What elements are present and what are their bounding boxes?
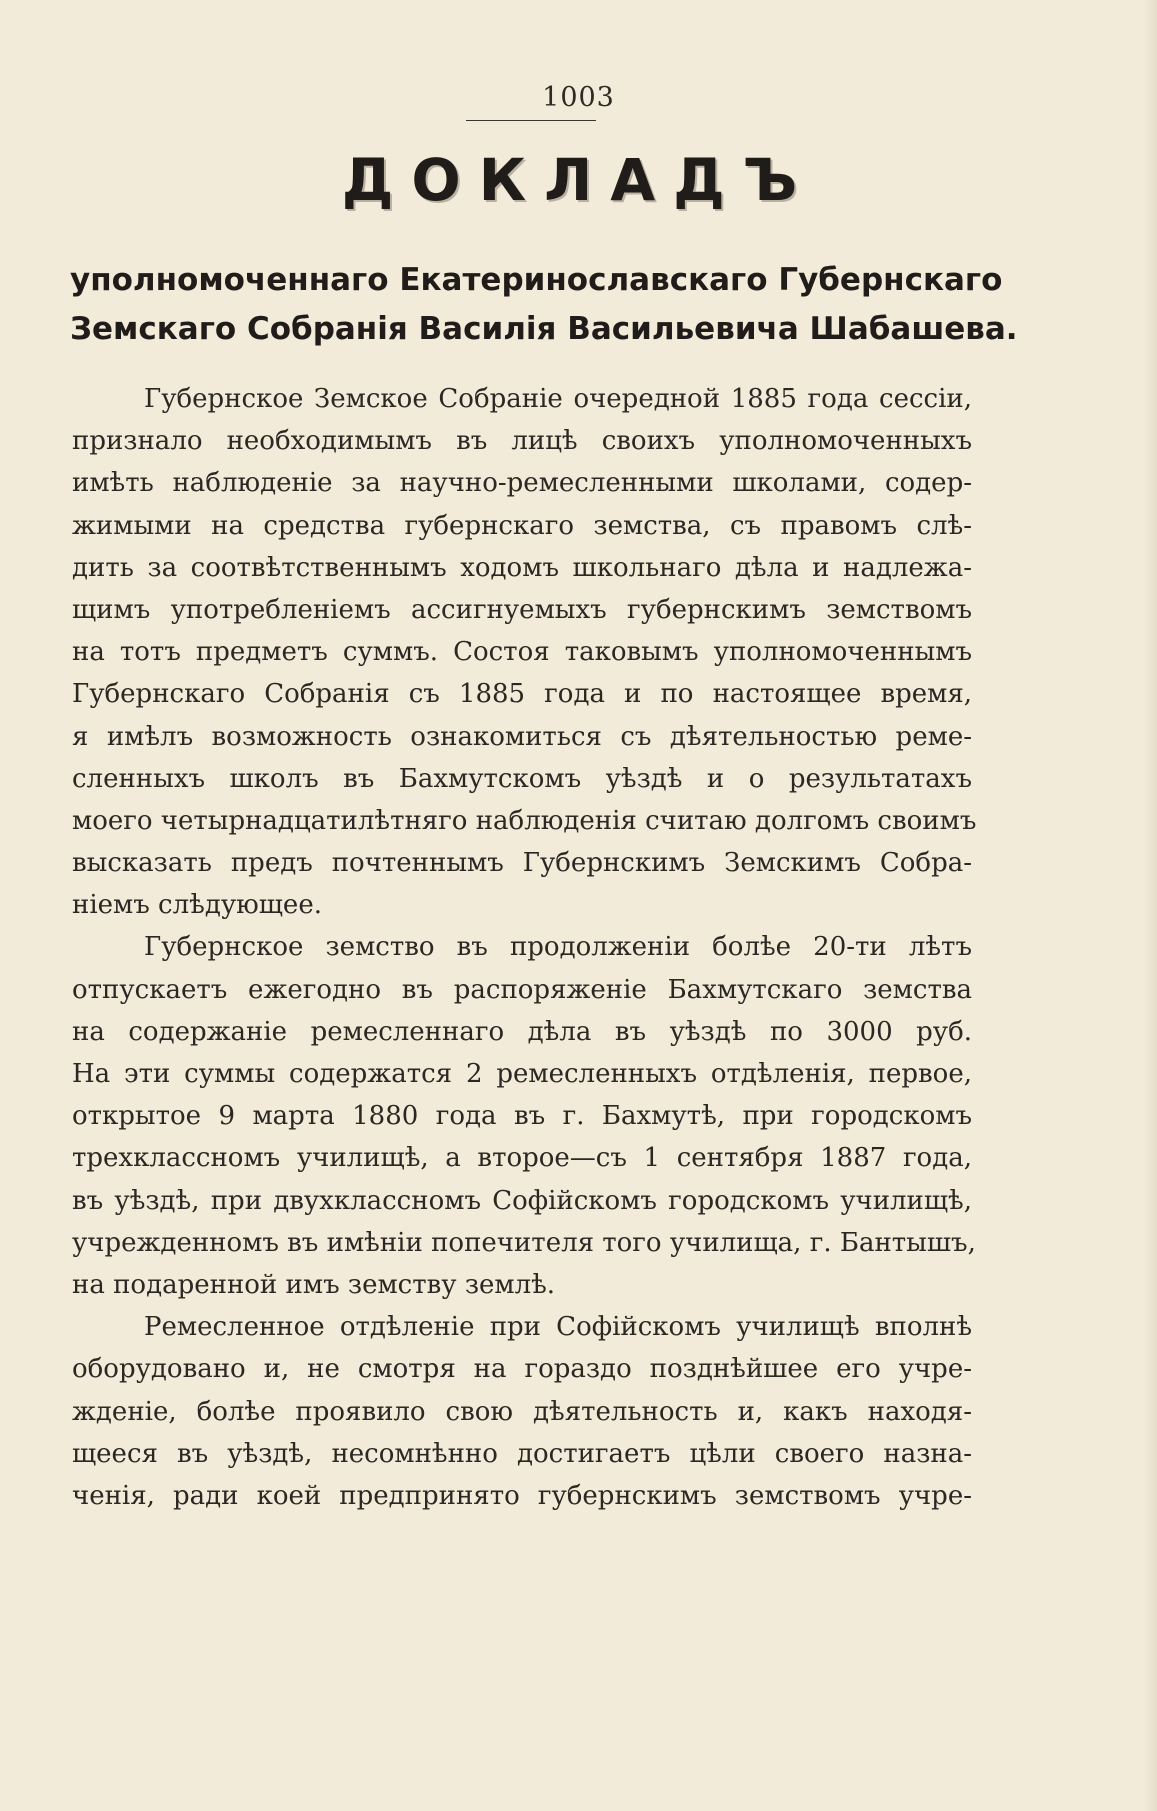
text-line: открытое 9 марта 1880 года въ г. Бахмутѣ, при городскомъ	[72, 1101, 972, 1132]
text-line: на содержаніе ремесленнаго дѣла въ уѣздѣ по 3000 руб.	[72, 1016, 972, 1047]
text-line: ченія, ради коей предпринято губернскимъ земствомъ учре-	[72, 1480, 972, 1511]
text-line: сленныхъ школъ въ Бахмутскомъ уѣздѣ и о результатахъ	[72, 763, 972, 794]
page-edge-shadow	[1143, 0, 1157, 1811]
text-line: щимъ употребленіемъ ассигнуемыхъ губернскимъ земствомъ	[72, 594, 972, 625]
text-line: щееся въ уѣздѣ, несомнѣнно достигаетъ цѣли своего назна-	[72, 1438, 972, 1469]
text-line: Ремесленное отдѣленіе при Софійскомъ училищѣ вполнѣ	[144, 1312, 972, 1343]
text-line: на тотъ предметъ суммъ. Состоя таковымъ уполномоченнымъ	[72, 637, 972, 668]
text-line: на подаренной имъ земству землѣ.	[72, 1269, 556, 1300]
text-line: моего четырнадцатилѣтняго наблюденія считаю долгомъ своимъ	[72, 805, 977, 836]
text-line: оборудовано и, не смотря на гораздо позднѣйшее его учре-	[72, 1354, 972, 1385]
text-line: На эти суммы содержатся 2 ремесленныхъ отдѣленія, первое,	[72, 1059, 972, 1089]
text-line: отпускаетъ ежегодно въ распоряженіе Бахмутскаго земства	[72, 974, 972, 1005]
subtitle-line-1: уполномоченнаго Екатеринославскаго Губернскаго	[70, 262, 1003, 298]
text-line: я имѣлъ возможность ознакомиться съ дѣятельностью реме-	[72, 721, 972, 752]
text-line: трехклассномъ училищѣ, а второе—съ 1 сентября 1887 года,	[72, 1143, 972, 1174]
text-line: имѣть наблюденіе за научно-ремесленными школами, содер-	[72, 468, 972, 499]
text-line: Губернскаго Собранія съ 1885 года и по настоящее время,	[72, 679, 972, 710]
body-text	[72, 378, 977, 1517]
text-line: ніемъ слѣдующее.	[72, 890, 322, 921]
subtitle-line-2: Земскаго Собранія Василія Васильевича Шабашева.	[70, 311, 1018, 347]
text-line: Губернское земство въ продолженіи болѣе 20-ти лѣтъ	[144, 932, 972, 963]
text-line: жденіе, болѣе проявило свою дѣятельность и, какъ находя-	[72, 1396, 972, 1427]
text-line: дить за соотвѣтственнымъ ходомъ школьнаго дѣла и надлежа-	[72, 552, 972, 583]
text-line: жимыми на средства губернскаго земства, съ правомъ слѣ-	[72, 510, 972, 541]
page-number: 1003	[542, 82, 615, 113]
text-line: Губернское Земское Собраніе очередной 1885 года сессіи,	[144, 384, 972, 414]
text-line: высказать предъ почтеннымъ Губернскимъ Земскимъ Собра-	[72, 848, 972, 879]
text-line: въ уѣздѣ, при двухклассномъ Софійскомъ городскомъ училищѣ,	[72, 1185, 972, 1216]
text-line: учрежденномъ въ имѣніи попечителя того училища, г. Бантышъ,	[72, 1227, 976, 1258]
page-number-rule	[466, 120, 596, 121]
document-heading: ДОКЛАДЪ	[341, 146, 816, 214]
text-line: признало необходимымъ въ лицѣ своихъ уполномоченныхъ	[72, 426, 972, 457]
